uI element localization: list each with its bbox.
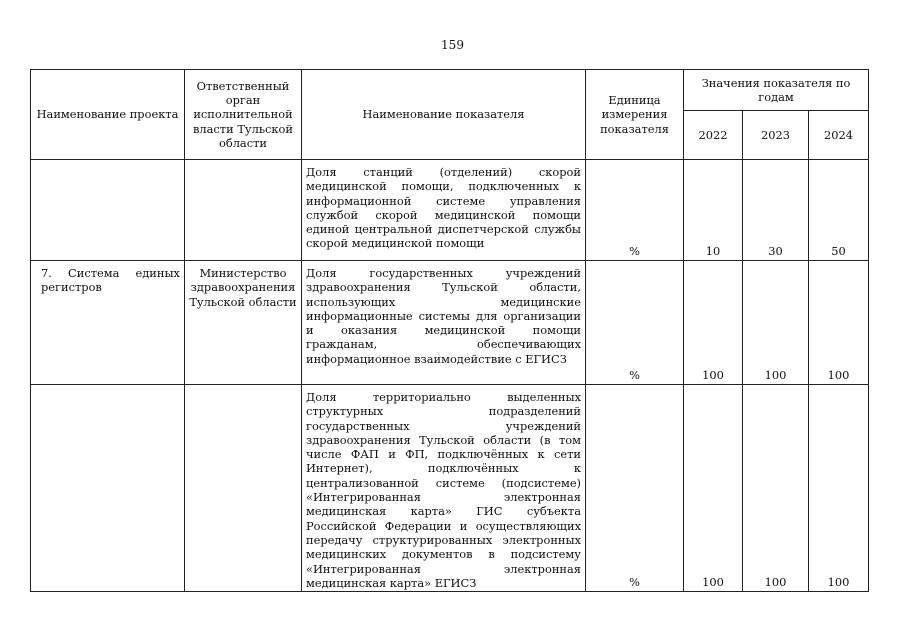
- table-row: [31, 385, 869, 592]
- row-indicator: Доля государственных учреждений здравоохранения Тульской области, использующих медицинские информационные системы для организации и оказания медицинской помощи гражданам, обеспечивающих информационное взаимодействие с ЕГИСЗ: [302, 261, 586, 385]
- row-value-2022: 100: [684, 385, 743, 592]
- row-project: [31, 261, 185, 385]
- row-value-2022: 100: [684, 261, 743, 385]
- row-project: [31, 160, 185, 261]
- project-word: единых: [135, 266, 180, 280]
- project-word: Система: [68, 266, 120, 280]
- project-name-line: [41, 266, 180, 280]
- row-value-2022: 10: [684, 160, 743, 261]
- header-year-2023: 2023: [743, 111, 809, 160]
- table-row: [31, 261, 869, 385]
- row-value-2023: 100: [743, 261, 809, 385]
- indicators-table: [30, 69, 869, 592]
- row-value-2024: 100: [809, 261, 869, 385]
- row-responsible: [185, 160, 302, 261]
- row-indicator: Доля станций (отделений) скорой медицинской помощи, подключенных к информационной системе управления службой скорой медицинской помощи единой центральной диспетчерской службы скорой медицинской помощи: [302, 160, 586, 261]
- row-indicator: Доля территориально выделенных структурных подразделений государственных учреждений здравоохранения Тульской области (в том числе ФАП и ФП, подключённых к сети Интернет), подключённых к централизованной системе (подсистеме) «Интегрированная электронная медицинская карта» ГИС субъекта Российской Федерации и осуществляющих передачу структурированных электронных медицинских документов в подсистему «Интегрированная электронная медицинская карта» ЕГИСЗ: [302, 385, 586, 592]
- header-responsible: Ответственный орган исполнительной власти Тульской области: [185, 70, 302, 160]
- header-unit: Единица измерения показателя: [586, 70, 684, 160]
- row-unit: %: [586, 385, 684, 592]
- project-number: 7.: [41, 266, 52, 280]
- header-year-2024: 2024: [809, 111, 869, 160]
- row-unit: %: [586, 160, 684, 261]
- row-project: [31, 385, 185, 592]
- row-responsible: [185, 385, 302, 592]
- table-row: [31, 160, 869, 261]
- header-project: Наименование проекта: [31, 70, 185, 160]
- project-word: регистров: [41, 280, 102, 295]
- header-values-group: Значения показателя по годам: [684, 70, 869, 111]
- row-unit: %: [586, 261, 684, 385]
- row-value-2023: 100: [743, 385, 809, 592]
- row-value-2023: 30: [743, 160, 809, 261]
- header-indicator: Наименование показателя: [302, 70, 586, 160]
- row-value-2024: 100: [809, 385, 869, 592]
- header-year-2022: 2022: [684, 111, 743, 160]
- row-responsible: Министерство здравоохранения Тульской области: [185, 261, 302, 385]
- row-value-2024: 50: [809, 160, 869, 261]
- page-number: 159: [441, 38, 464, 52]
